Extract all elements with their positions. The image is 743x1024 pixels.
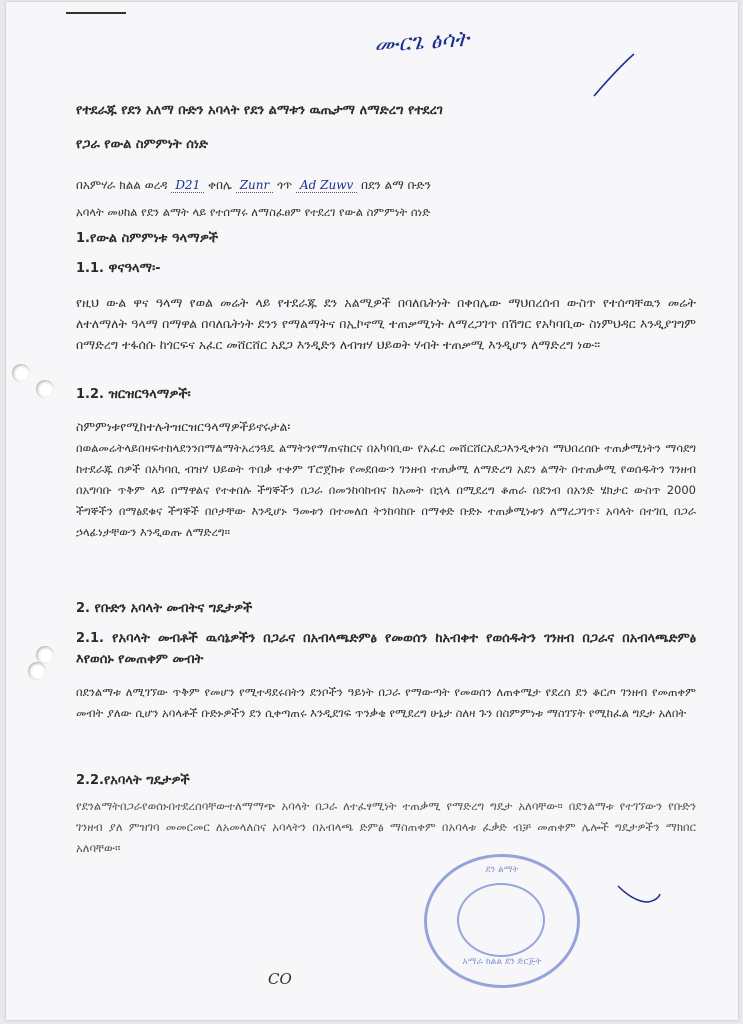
section-1-2-body: በወልመሬትላይበዛፍተከላደንንበማልማትአረንጓዴ ልማትንየማጠናከርና በአካባቢው የአፈር መሸርሸርአደጋእንዲቀንስ ማህበረሰቡ ተጠቃሚነትን ማሳደግ ከተደራጁ ሰዎች በአካባቢ ብዝሃ ህይወት ጥበቃ ተቀም ፕሮጀክቱ የመደበውን ገንዘብ ተጠቃሚ ለማድረግ አደን ልማት በተጠቃሚ የወሰዱትን ገንዘብ በአግባቡ ጥቅም ላይ በማዋልና የተቀበሉ ችግኞችን በጋራ በመንከባከብና ከአመት በኋላ በሚደረግ ቆጠራ በደንብ በአንድ ሄክታር ውስጥ 2000 ችግኞችን በማፅደቁና ችግኞች በቦታቸው እንዲሆኑ ዓመቱን በተመለሰ ትንከባከቡ በማቀድ ቡድኑ ተጠቃሚነቱን ለማረጋገጥ፣ አባላት በተገቢ በጋራ ኃላፊነታቸውን እንዲወጡ ለማድረግ።	[76, 441, 696, 539]
document-title-line1: የተደራጁ የደን አለማ ቡድን አባላት የደን ልማቱን ዉጤታማ ለማድረግ የተደረገ	[76, 103, 443, 118]
label-kebele: ቀበሌ	[208, 178, 232, 192]
stamp-text-bottom: አማራ ክልል ደን ድርጅት	[462, 957, 542, 967]
stamp-text-top: ደን ልማት	[485, 865, 519, 875]
punch-hole	[12, 364, 30, 382]
section-1-2-heading: 1.2. ዝርዝርዓላማዎች፡	[76, 387, 191, 402]
section-2-2-body: የደንልማትበጋራየወሰኑበተደረሰባቸውተለማማጭ አባላት በጋራ ለተፈፃሚነት ተጠቃሚ የማድረግ ግዴታ አለባቸው። በደንልማቱ የተገኘውን የቡድን ገንዘብ ያለ ምዝገባ መመርመር ለአመላለስና አባላትን በአብላጫ ድምፅ ማስጠቀም በአባላቱ ፈቃድ ብቻ መጠቀም ሌሎች ግዴታዎችን ማክበር አለባቸው።	[76, 799, 696, 855]
section-2-1-body: በደንልማቱ ለሚገኘው ጥቅም የመሆን የሚተዳደሩበትን ደንቦችን ዓይነት በጋራ የማውጣት የመወሰን ለጠቀሜታ የደረሰ ደን ቆርጦ ገንዘብ የመጠቀም መብት ያለው ሲሆን አባላቶች ቡድኑዎችን ደን ሲቀጣጠሩ እንዲደገፍ ጥንቃቄ የሚደረግ ሁኔታ ስለዛ ጉን በስምምነቱ ማስገኘት የሚከፈል ግዴታ አለበት	[76, 685, 696, 720]
page-number: CO	[268, 970, 292, 988]
value-got: Ad Zuwv	[296, 178, 357, 193]
label-site: በአምሃራ ክልል ወረዳ	[76, 178, 168, 192]
pen-stroke-bottom	[618, 886, 660, 902]
official-stamp	[424, 854, 580, 988]
value-kebele: Zunr	[236, 178, 274, 193]
section-2-1-heading: 2.1. የአባላት መብቶች ዉሳኔዎችን በጋራና በአብላጫድምፅ የመወሰን ከአብቀተ የወሰዱትን ገንዘብ በጋራና በአብላጫድምፅ እየወሰኑ የመጠቀም መብት	[76, 631, 696, 667]
value-site: D21	[171, 178, 204, 193]
punch-hole	[28, 662, 46, 680]
punch-hole	[36, 380, 54, 398]
section-1-2-intro: ስምምነቱየሚከተሉትዝርዝርዓላማዎችይኖሩታል፡	[76, 419, 291, 434]
label-got: ጎጥ	[277, 178, 293, 192]
form-line-1	[76, 178, 696, 193]
form-line-2: አባላት መሀከል የደን ልማት ላይ የተሰማሩ ለማስፈፀም የተደረገ የውል ስምምነት ሰነድ	[76, 205, 431, 219]
section-2-2-heading: 2.2.የአባላት ግዴታዎች	[76, 773, 190, 788]
document-page	[6, 2, 738, 1020]
document-title-line2: የጋራ የውል ስምምነት ሰነድ	[76, 137, 209, 152]
stamp-emblem	[457, 883, 545, 957]
label-end: በደን ልማ ቡድን	[361, 178, 431, 192]
section-1-1-heading: 1.1. ዋናዓላማ፡-	[76, 261, 161, 276]
section-1-1-body: የዚህ ውል ዋና ዓላማ የወል መሬት ላይ የተደራጁ ደን አልሚዎች በባለቤትነት በቀበሌው ማህበረሰብ ውስጥ የተሰጣቸዉን መሬት ለተለማለት ዓላማ በማዋል በባለቤትነት ደንን የማልማትና በኢኮኖሚ ተጠቃሚነት ለማረጋገጥ በሽግር የአካባቢው ስነምህዳር እንዲያገግም በማድረግ ተፋሰሱ ከጎርፍና አፈር መሸርሸር አደጋ እንዲድን ለብዝሃ ህይወት ሃብት ተጠቃሚ እንዲሆን ለማድረግ ነው።	[76, 295, 696, 352]
pen-stroke-top	[594, 54, 634, 96]
section-1-heading: 1.የውል ስምምነቱ ዓላማዎች	[76, 231, 219, 246]
section-2-heading: 2. የቡድን አባላት መብትና ግዴታዎች	[76, 601, 253, 616]
handwritten-title: ሙርጌ ፅሳት	[373, 26, 470, 59]
